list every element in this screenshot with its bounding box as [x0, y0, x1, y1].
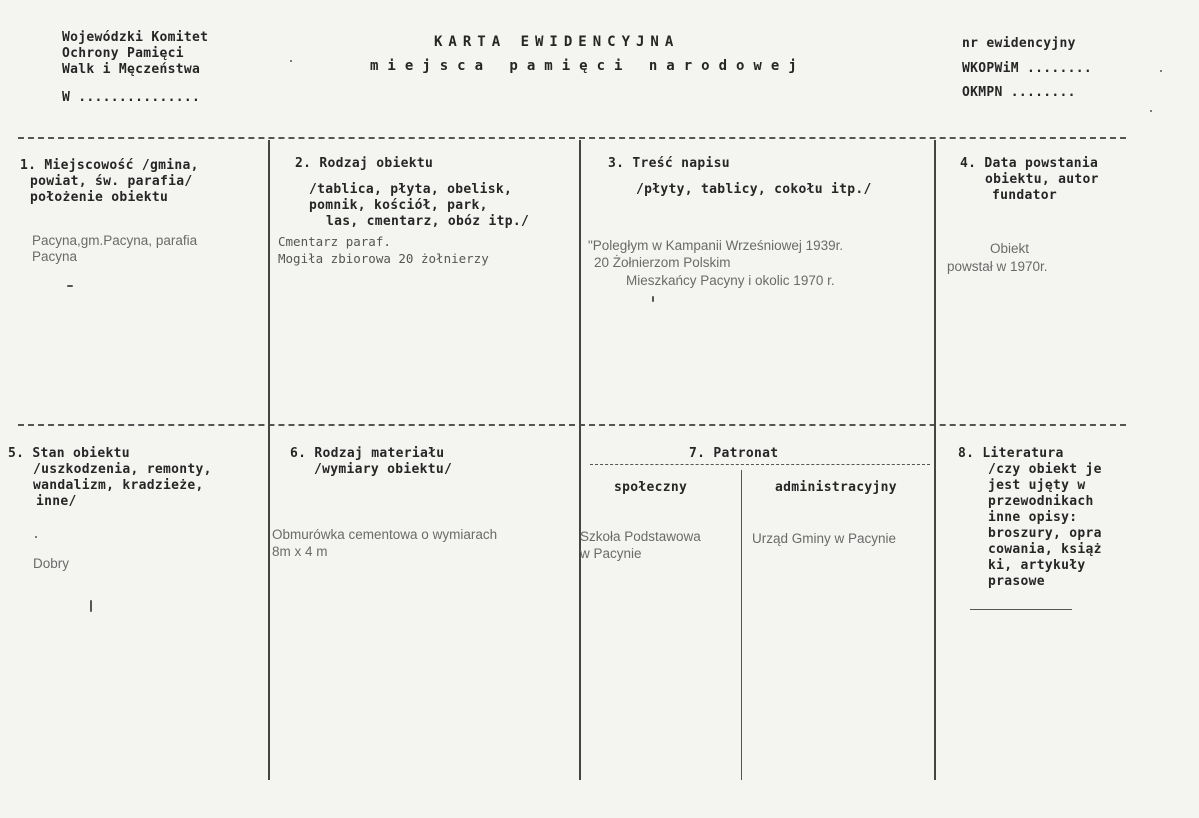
okmpn-field: OKMPN ........: [962, 85, 1076, 100]
s1-value-2: Pacyna: [32, 249, 78, 264]
s3-value-1: "Poległym w Kampanii Wrześniowej 1939r.: [588, 238, 844, 253]
s4-heading-2: obiektu, autor: [985, 172, 1099, 187]
s4-heading-3: fundator: [992, 188, 1058, 203]
s2-heading-3: pomnik, kościół, park,: [309, 198, 488, 213]
s6-heading-1: 6. Rodzaj materiału: [290, 446, 445, 461]
s8-heading-9: prasowe: [988, 574, 1045, 589]
middle-divider: [18, 424, 1126, 426]
s4-value-2: powstał w 1970r.: [947, 259, 1048, 274]
s1-heading-1: 1. Miejscowość /gmina,: [20, 158, 199, 173]
s2-heading-2: /tablica, płyta, obelisk,: [309, 182, 513, 197]
s8-heading-2: /czy obiekt je: [988, 462, 1102, 477]
scan-speck: [290, 60, 292, 62]
s5-heading-2: /uszkodzenia, remonty,: [33, 462, 212, 477]
org-name-line-1: Wojewódzki Komitet: [62, 30, 209, 45]
patronat-column-divider: [741, 470, 742, 780]
form-title: KARTA EWIDENCYJNA: [434, 34, 680, 50]
s8-heading-6: broszury, opra: [988, 526, 1102, 541]
s2-heading-4: las, cmentarz, obóz itp./: [326, 214, 530, 229]
s5-heading-4: inne/: [36, 494, 77, 509]
s3-heading-2: /płyty, tablicy, cokołu itp./: [636, 182, 872, 197]
org-location: W ...............: [62, 90, 201, 105]
s8-heading-3: jest ujęty w: [988, 478, 1086, 493]
s5-heading-3: wandalizm, kradzieże,: [33, 478, 204, 493]
wkopwim-field: WKOPWiM ........: [962, 61, 1093, 76]
s1-heading-3: położenie obiektu: [30, 190, 169, 205]
s7-col-social: społeczny: [614, 480, 688, 495]
s8-heading-1: 8. Literatura: [958, 446, 1064, 461]
scan-speck: [1160, 70, 1162, 72]
s2-heading-1: 2. Rodzaj obiektu: [295, 156, 434, 171]
top-divider: [18, 137, 1126, 139]
scan-speck: [1150, 110, 1152, 112]
s7-col-admin: administracyjny: [775, 480, 897, 495]
s5-value: Dobry: [33, 556, 70, 571]
s6-heading-2: /wymiary obiektu/: [314, 462, 453, 477]
s8-signature-line: [970, 609, 1072, 610]
form-subtitle: miejsca pamięci narodowej: [370, 58, 806, 74]
s8-heading-4: przewodnikach: [988, 494, 1094, 509]
s3-value-2: 20 Żołnierzom Polskim: [594, 255, 731, 270]
s2-value-2: Mogiła zbiorowa 20 żołnierzy: [278, 251, 489, 266]
registration-number-label: nr ewidencyjny: [962, 36, 1076, 51]
org-name-line-2: Ochrony Pamięci: [62, 46, 184, 61]
s1-value-1: Pacyna,gm.Pacyna, parafia: [32, 233, 198, 248]
s8-heading-8: ki, artykuły: [988, 558, 1086, 573]
s3-heading-1: 3. Treść napisu: [608, 156, 730, 171]
s7-social-value-2: w Pacynie: [580, 546, 642, 561]
s7-heading: 7. Patronat: [685, 446, 782, 461]
scan-speck: [90, 600, 92, 612]
patronat-divider: [590, 464, 930, 465]
column-divider-2: [579, 140, 581, 780]
scan-speck: [35, 536, 37, 538]
scan-speck: [67, 285, 73, 287]
scan-speck: [652, 296, 654, 302]
column-divider-1: [268, 140, 270, 780]
s6-value-2: 8m x 4 m: [272, 544, 328, 559]
s8-heading-5: inne opisy:: [988, 510, 1078, 525]
s4-heading-1: 4. Data powstania: [960, 156, 1099, 171]
column-divider-3: [934, 140, 936, 780]
s3-value-3: Mieszkańcy Pacyny i okolic 1970 r.: [626, 273, 835, 288]
s6-value-1: Obmurówka cementowa o wymiarach: [272, 527, 498, 542]
s4-value-1: Obiekt: [990, 241, 1030, 256]
s7-admin-value: Urząd Gminy w Pacynie: [752, 531, 897, 546]
s8-heading-7: cowania, książ: [988, 542, 1102, 557]
s7-social-value-1: Szkoła Podstawowa: [580, 529, 701, 544]
s1-heading-2: powiat, św. parafia/: [30, 174, 193, 189]
s5-heading-1: 5. Stan obiektu: [8, 446, 130, 461]
org-name-line-3: Walk i Męczeństwa: [62, 62, 201, 77]
s2-value-1: Cmentarz paraf.: [278, 234, 391, 249]
